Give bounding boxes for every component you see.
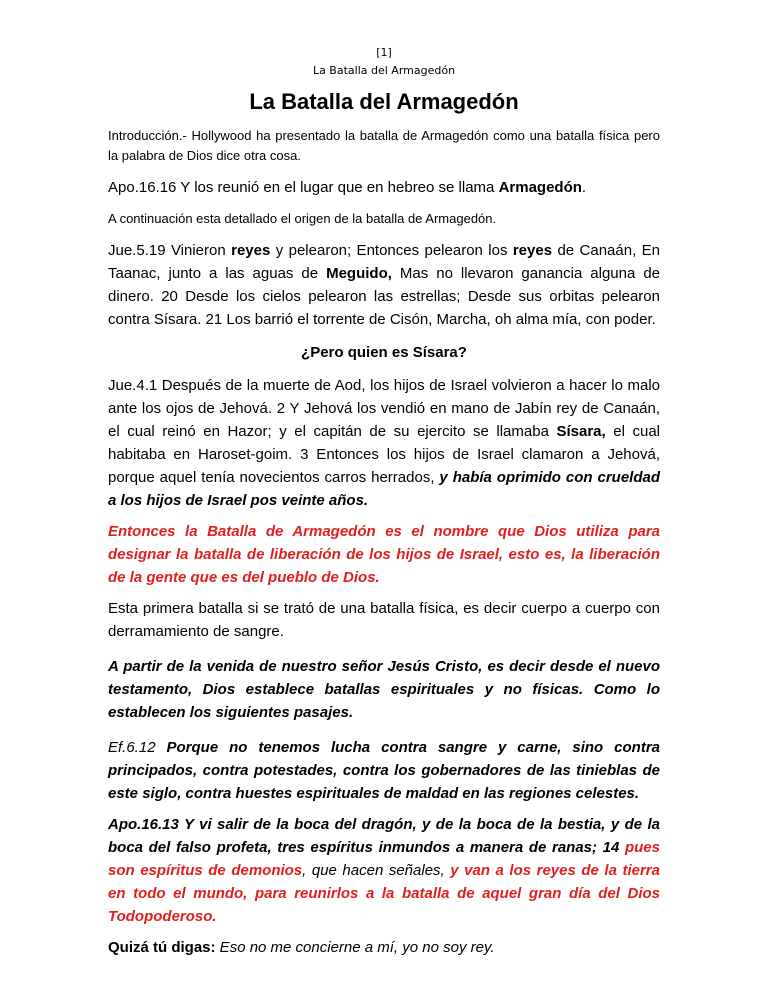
- jue5-text-2: y pelearon; Entonces pelearon los: [270, 242, 513, 259]
- ef-paragraph: [108, 736, 660, 805]
- jue4-text-1: Jue.4.1 Después de la muerte de Aod, los hijos de Israel volvieron a hacer lo malo ante los ojos de Jehová. 2 Y Jehová los vendió en mano de Jabín rey de Canaán, el cual reinó en Hazor; y el capitán de su ejercito se llamaba: [108, 377, 660, 440]
- running-header: La Batalla del Armagedón: [312, 64, 456, 77]
- jue5-text-1: Jue.5.19 Vinieron: [108, 242, 232, 259]
- jue5-bold-2: reyes: [512, 242, 553, 259]
- apo16-13-paragraph: [108, 813, 660, 928]
- jue5-bold-1: reyes: [231, 242, 271, 259]
- closing-italic: Eso no me concierne a mí, yo no soy rey.: [215, 939, 495, 956]
- physical-battle-paragraph: Esta primera batalla si se trató de una batalla física, es decir cuerpo a cuerpo con derramamiento de sangre.: [108, 600, 660, 640]
- jue4-bold-1: Sísara,: [556, 423, 606, 440]
- continuation-paragraph: A continuación esta detallado el origen de la batalla de Armagedón.: [108, 211, 497, 226]
- apo16-13-red-2: y van a los reyes de la tierra en todo el mundo, para reunirlos a la batalla de aquel gran día del Dios Todopoderoso.: [108, 862, 660, 925]
- question-heading: ¿Pero quien es Sísara?: [301, 344, 467, 361]
- document-title: La Batalla del Armagedón: [249, 89, 519, 114]
- apo16-13-text-1: Apo.16.13 Y vi salir de la boca del dragón, y de la boca de la bestia, y de la boca del falso profeta, tres espíritus inmundos a manera de ranas; 14: [108, 816, 660, 856]
- new-testament-paragraph: A partir de la venida de nuestro señor Jesús Cristo, es decir desde el nuevo testamento, Dios establece batallas espirituales y no físicas. Como lo establecen los siguientes pasajes.: [108, 658, 660, 721]
- red-conclusion-paragraph: Entonces la Batalla de Armagedón es el nombre que Dios utiliza para designar la batalla de liberación de los hijos de Israel, esto es, la liberación de la gente que es del pueblo de Dios.: [108, 523, 660, 586]
- jue5-text-4: Mas no llevaron ganancia alguna de dinero. 20 Desde los cielos pelearon las estrellas; Desde sus orbitas pelearon contra Sísara. 21 Los barrió el torrente de Cisón, Marcha, oh alma mía, con poder.: [108, 265, 661, 328]
- ef-reference: Ef.6.12: [108, 739, 167, 756]
- apo16-16-end: .: [581, 179, 587, 196]
- page-number: [1]: [376, 46, 392, 59]
- closing-bold: Quizá tú digas:: [108, 939, 216, 956]
- apo16-16-text: Apo.16.16 Y los reunió en el lugar que en hebreo se llama: [108, 179, 499, 196]
- armagedon-bold: Armagedón: [498, 179, 582, 196]
- jue4-bold-italic: y había oprimido con crueldad a los hijos de Israel pos veinte años.: [108, 469, 660, 509]
- ef-text: Porque no tenemos lucha contra sangre y carne, sino contra principados, contra potestades, contra los gobernadores de las tinieblas de este siglo, contra huestes espirituales de maldad en las regiones celestes.: [108, 739, 661, 802]
- jue5-text-3: de Canaán, En Taanac, junto a las aguas de: [108, 242, 660, 282]
- jue4-paragraph: [108, 374, 660, 512]
- jue5-bold-3: Meguido,: [326, 265, 392, 282]
- apo16-13-red-1: pues son espíritus de demonios: [108, 839, 660, 879]
- jue5-paragraph: [108, 239, 660, 331]
- apo16-13-text-2: , que hacen señales,: [302, 862, 451, 879]
- jue4-text-2: el cual habitaba en Haroset-goim. 3 Entonces los hijos de Israel clamaron a Jehová, porque aquel tenía novecientos carros herrados,: [108, 423, 660, 486]
- closing-paragraph: [108, 936, 660, 959]
- apo16-16-paragraph: [108, 176, 660, 199]
- document-body: [108, 126, 660, 959]
- intro-paragraph: Introducción.- Hollywood ha presentado la batalla de Armagedón como una batalla física pero la palabra de Dios dice otra cosa.: [108, 128, 660, 163]
